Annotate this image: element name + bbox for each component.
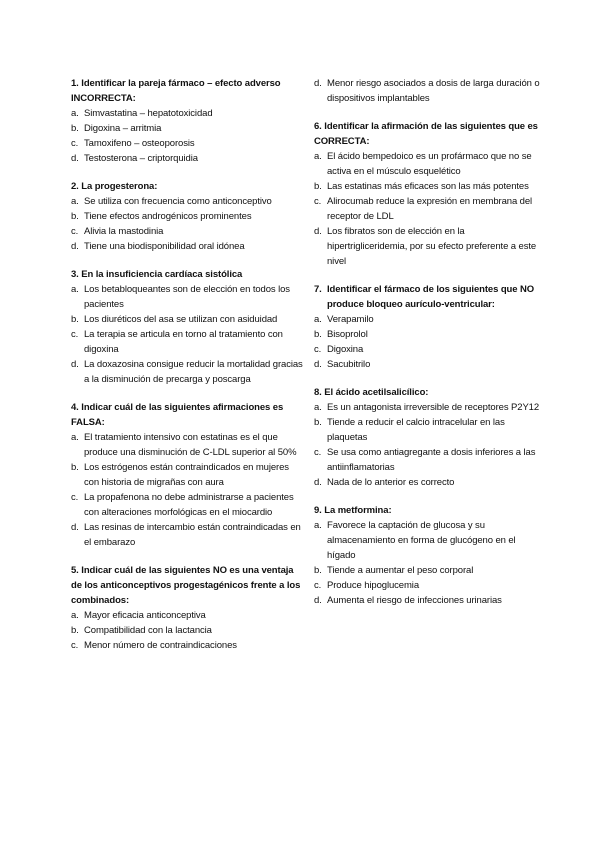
answer-option[interactable] xyxy=(71,312,303,327)
option-letter: b. xyxy=(314,181,322,192)
option-text: Alirocumab reduce la expresión en membrana del receptor de LDL xyxy=(327,196,533,222)
question-6 xyxy=(314,119,546,269)
option-text: Simvastatina – hepatotoxicidad xyxy=(84,108,213,119)
question-title xyxy=(71,400,303,430)
option-letter: d. xyxy=(71,359,79,370)
option-letter: d. xyxy=(71,241,79,252)
answer-option[interactable] xyxy=(71,136,303,151)
option-letter: c. xyxy=(314,447,322,458)
option-letter: b. xyxy=(71,462,79,473)
option-text: Los estrógenos están contraindicados en mujeres con historia de migrañas con aura xyxy=(84,462,289,488)
answer-option[interactable] xyxy=(314,312,546,327)
question-title xyxy=(314,119,546,149)
answer-option[interactable] xyxy=(314,563,546,578)
option-letter: d. xyxy=(314,359,322,370)
option-letter: c. xyxy=(314,580,322,591)
answer-option[interactable] xyxy=(314,400,546,415)
option-letter: b. xyxy=(71,211,79,222)
option-text: Se utiliza con frecuencia como anticonceptivo xyxy=(84,196,272,207)
question-number: 1. xyxy=(71,78,79,89)
question-number: 4. xyxy=(71,402,79,413)
option-text: Sacubitrilo xyxy=(327,359,371,370)
answer-option[interactable] xyxy=(314,76,546,106)
option-text: El tratamiento intensivo con estatinas es el que produce una disminución de C-LDL superior al 50% xyxy=(84,432,297,458)
answer-option[interactable] xyxy=(71,282,303,312)
answer-option[interactable] xyxy=(314,593,546,608)
question-title xyxy=(71,267,303,282)
option-text: Compatibilidad con la lactancia xyxy=(84,625,212,636)
question-text: La progesterona: xyxy=(81,181,158,192)
option-text: Favorece la captación de glucosa y su almacenamiento en forma de glucógeno en el hígado xyxy=(327,520,516,561)
answer-option[interactable] xyxy=(71,520,303,550)
question-3 xyxy=(71,267,303,387)
option-text: Aumenta el riesgo de infecciones urinarias xyxy=(327,595,502,606)
option-letter: a. xyxy=(314,402,322,413)
question-9 xyxy=(314,503,546,608)
question-title xyxy=(314,503,546,518)
answer-option[interactable] xyxy=(71,327,303,357)
question-text: El ácido acetilsalicílico: xyxy=(324,387,429,398)
question-5-continuation xyxy=(314,76,546,106)
option-text: La doxazosina consigue reducir la mortalidad gracias a la disminución de precarga y poscarga xyxy=(84,359,303,385)
option-letter: a. xyxy=(71,196,79,207)
left-column xyxy=(71,76,303,666)
question-number: 9. xyxy=(314,505,322,516)
option-text: Las resinas de intercambio están contraindicadas en el embarazo xyxy=(84,522,301,548)
option-text: Menor número de contraindicaciones xyxy=(84,640,237,651)
question-number: 8. xyxy=(314,387,322,398)
option-text: Menor riesgo asociados a dosis de larga duración o dispositivos implantables xyxy=(327,78,540,104)
option-letter: d. xyxy=(71,153,79,164)
option-text: La propafenona no debe administrarse a pacientes con alteraciones morfológicas en el miocardio xyxy=(84,492,294,518)
answer-option[interactable] xyxy=(71,194,303,209)
option-letter: b. xyxy=(314,329,322,340)
question-number: 7. xyxy=(314,284,322,295)
option-text: Los betabloqueantes son de elección en todos los pacientes xyxy=(84,284,290,310)
answer-option[interactable] xyxy=(71,209,303,224)
option-letter: b. xyxy=(314,417,322,428)
question-1 xyxy=(71,76,303,166)
option-letter: c. xyxy=(71,492,79,503)
question-text: En la insuficiencia cardíaca sistólica xyxy=(81,269,243,280)
option-text: Digoxina – arritmia xyxy=(84,123,162,134)
option-letter: a. xyxy=(71,284,79,295)
answer-option[interactable] xyxy=(71,151,303,166)
question-7 xyxy=(314,282,546,372)
answer-option[interactable] xyxy=(314,518,546,563)
right-column xyxy=(314,76,546,621)
question-number: 2. xyxy=(71,181,79,192)
option-text: Los fibratos son de elección en la hipertrigliceridemia, por su efecto preferente a este nivel xyxy=(327,226,537,267)
answer-option[interactable] xyxy=(314,327,546,342)
option-text: Bisoprolol xyxy=(327,329,368,340)
option-letter: b. xyxy=(71,625,79,636)
option-letter: a. xyxy=(314,151,322,162)
answer-option[interactable] xyxy=(314,149,546,179)
answer-option[interactable] xyxy=(314,415,546,445)
option-letter: d. xyxy=(71,522,79,533)
option-text: Alivia la mastodinia xyxy=(84,226,164,237)
question-text: La metformina: xyxy=(324,505,392,516)
option-letter: c. xyxy=(71,138,79,149)
option-letter: b. xyxy=(71,314,79,325)
option-letter: c. xyxy=(71,226,79,237)
option-letter: a. xyxy=(314,520,322,531)
option-letter: a. xyxy=(71,108,79,119)
option-text: El ácido bempedoico es un profármaco que no se activa en el músculo esquelético xyxy=(327,151,532,177)
question-title xyxy=(314,282,546,312)
option-letter: c. xyxy=(314,344,322,355)
option-text: Es un antagonista irreversible de receptores P2Y12 xyxy=(327,402,540,413)
option-letter: d. xyxy=(314,78,322,89)
option-text: Tiene efectos androgénicos prominentes xyxy=(84,211,252,222)
answer-option[interactable] xyxy=(71,121,303,136)
question-8 xyxy=(314,385,546,490)
question-5 xyxy=(71,563,303,653)
option-text: Mayor eficacia anticonceptiva xyxy=(84,610,206,621)
answer-option[interactable] xyxy=(71,357,303,387)
option-letter: d. xyxy=(314,477,322,488)
question-text: Identificar el fármaco de los siguientes que NO produce bloqueo aurículo-ventricular: xyxy=(327,284,534,310)
answer-option[interactable] xyxy=(71,608,303,623)
option-text: La terapia se articula en torno al tratamiento con digoxina xyxy=(84,329,283,355)
question-title xyxy=(71,76,303,106)
question-text: Identificar la pareja fármaco – efecto adverso INCORRECTA: xyxy=(71,78,281,104)
answer-option[interactable] xyxy=(71,239,303,254)
answer-option[interactable] xyxy=(71,490,303,520)
answer-option[interactable] xyxy=(314,194,546,224)
answer-option[interactable] xyxy=(314,224,546,269)
option-letter: a. xyxy=(71,610,79,621)
option-letter: d. xyxy=(314,595,322,606)
option-text: Tiende a aumentar el peso corporal xyxy=(327,565,474,576)
answer-option[interactable] xyxy=(314,475,546,490)
option-letter: c. xyxy=(314,196,322,207)
option-text: Las estatinas más eficaces son las más potentes xyxy=(327,181,529,192)
question-number: 3. xyxy=(71,269,79,280)
option-letter: a. xyxy=(314,314,322,325)
question-4 xyxy=(71,400,303,550)
answer-option[interactable] xyxy=(314,445,546,475)
option-letter: c. xyxy=(71,329,79,340)
option-letter: b. xyxy=(71,123,79,134)
option-text: Testosterona – criptorquidia xyxy=(84,153,198,164)
question-title xyxy=(71,179,303,194)
option-text: Verapamilo xyxy=(327,314,374,325)
option-text: Tiene una biodisponibilidad oral idónea xyxy=(84,241,245,252)
question-text: Indicar cuál de las siguientes NO es una ventaja de los anticonceptivos progestagénicos frente a los combinados: xyxy=(71,565,301,606)
answer-option[interactable] xyxy=(71,224,303,239)
question-title xyxy=(314,385,546,400)
answer-option[interactable] xyxy=(314,578,546,593)
question-text: Indicar cuál de las siguientes afirmaciones es FALSA: xyxy=(71,402,284,428)
option-text: Los diuréticos del asa se utilizan con asiduidad xyxy=(84,314,278,325)
answer-option[interactable] xyxy=(71,460,303,490)
option-letter: c. xyxy=(71,640,79,651)
question-text: Identificar la afirmación de las siguientes que es CORRECTA: xyxy=(314,121,538,147)
option-letter: d. xyxy=(314,226,322,237)
option-letter: a. xyxy=(71,432,79,443)
question-title xyxy=(71,563,303,608)
option-text: Nada de lo anterior es correcto xyxy=(327,477,455,488)
option-text: Se usa como antiagregante a dosis inferiores a las antiinflamatorias xyxy=(327,447,536,473)
question-2 xyxy=(71,179,303,254)
option-text: Digoxina xyxy=(327,344,364,355)
answer-option[interactable] xyxy=(71,106,303,121)
answer-option[interactable] xyxy=(314,357,546,372)
answer-option[interactable] xyxy=(314,342,546,357)
answer-option[interactable] xyxy=(71,638,303,653)
option-text: Produce hipoglucemia xyxy=(327,580,420,591)
answer-option[interactable] xyxy=(71,623,303,638)
question-number: 6. xyxy=(314,121,322,132)
option-text: Tiende a reducir el calcio intracelular en las plaquetas xyxy=(327,417,505,443)
option-text: Tamoxifeno – osteoporosis xyxy=(84,138,195,149)
option-letter: b. xyxy=(314,565,322,576)
answer-option[interactable] xyxy=(314,179,546,194)
question-number: 5. xyxy=(71,565,79,576)
answer-option[interactable] xyxy=(71,430,303,460)
